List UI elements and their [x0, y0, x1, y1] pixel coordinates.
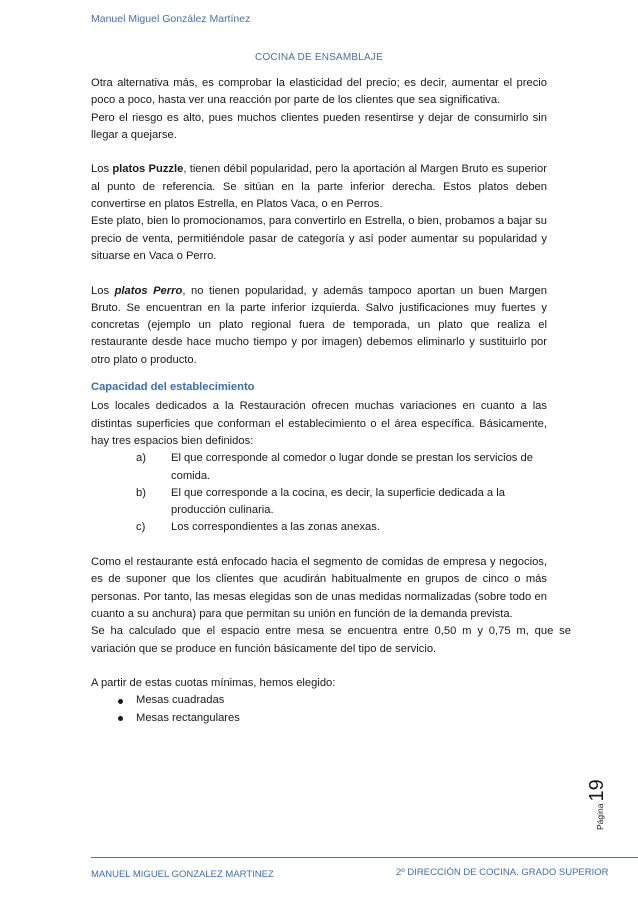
bullet-item: Mesas rectangulares [91, 710, 547, 727]
paragraph-elasticity: Otra alternativa más, es comprobar la elasticidad del precio; es decir, aumentar el precio poco a poco, hasta ver una reacción por parte de los clientes que sea significativa. [91, 77, 547, 107]
list-marker: a) [136, 452, 146, 465]
paragraph-perro: Los platos Perro, no tienen popularidad, y además tampoco aportan un buen Margen Bruto. Se encuentran en la parte inferior izquierda. Salvo justificaciones muy fuertes y concretas (ejemplo un plato regional fuera de temporada, un plato que realiza el restaurante desde hace mucho tiempo y por imagen) debemos eliminarlo y sustituirlo por otro plato o producto. [91, 284, 547, 366]
page-body [91, 75, 571, 727]
bullet-list [91, 692, 547, 727]
section-heading: Capacidad del establecimiento [91, 381, 255, 394]
header-author: Manuel Miguel González Martínez [91, 13, 251, 25]
list-item-c [91, 519, 547, 536]
paragraph-puzzle: Los platos Puzzle, tienen débil popularidad, pero la aportación al Margen Bruto es superior al punto de referencia. Se sitúan en la parte inferior derecha. Estos platos deben convertirse en platos Estrella, en Platos Vaca, o en Perros. [91, 163, 547, 211]
footer-divider [91, 857, 638, 858]
footer-author: MANUEL MIGUEL GONZALEZ MARTINEZ [91, 869, 274, 880]
paragraph-promotion: Este plato, bien lo promocionamos, para convertirlo en Estrella, o bien, probamos a bajar su precio de venta, permitiéndole pasar de categoría y así poder aumentar su popularidad y situarse en Vaca o Perro. [91, 215, 547, 262]
list-item-b [91, 485, 547, 520]
bullet-item: Mesas cuadradas [91, 692, 547, 709]
page-number-value: 19 [586, 779, 608, 802]
paragraph-choices: A partir de estas cuotas mínimas, hemos elegido: [91, 677, 336, 690]
document-title: COCINA DE ENSAMBLAJE [255, 52, 383, 63]
list-item-text: Los correspondientes a las zonas anexas. [171, 521, 380, 534]
page-number [586, 760, 606, 830]
list-marker: b) [136, 486, 146, 499]
bullet-icon [118, 699, 123, 704]
page-label: Página [595, 803, 605, 830]
paragraph-risk: Pero el riesgo es alto, pues muchos clientes pueden resentirse y dejar de consumirlo sin llegar a quejarse. [91, 111, 547, 141]
list-marker: c) [136, 521, 146, 534]
term-puzzle: platos Puzzle [112, 163, 184, 176]
paragraph-segment: Como el restaurante está enfocado hacia el segmento de comidas de empresa y negocios, es de suponer que los clientes que acudirán habitualmente en grupos de cinco o más personas. Por tanto, las mesas elegidas son de unas medidas normalizadas (sobre todo en cuanto a su anchura) para que permitan su unión en función de la demanda prevista. [91, 556, 547, 620]
bullet-icon [118, 716, 123, 721]
paragraph-spacing: Se ha calculado que el espacio entre mesa se encuentra entre 0,50 m y 0,75 m, que se variación que se produce en función básicamente del tipo de servicio. [91, 625, 571, 655]
term-perro: platos Perro [114, 284, 183, 297]
list-item-a [91, 450, 547, 485]
section-intro: Los locales dedicados a la Restauración ofrecen muchas variaciones en cuanto a las distintas superficies que conforman el establecimiento o el área específica. Básicamente, hay tres espacios bien definidos: [91, 400, 547, 447]
list-item-text: El que corresponde al comedor o lugar donde se prestan los servicios de comida. [171, 452, 533, 482]
list-item-text: El que corresponde a la cocina, es decir, la superficie dedicada a la producción culinaria. [171, 486, 505, 517]
footer-course: 2º DIRECCIÓN DE COCINA. GRADO SUPERIOR [396, 867, 609, 878]
